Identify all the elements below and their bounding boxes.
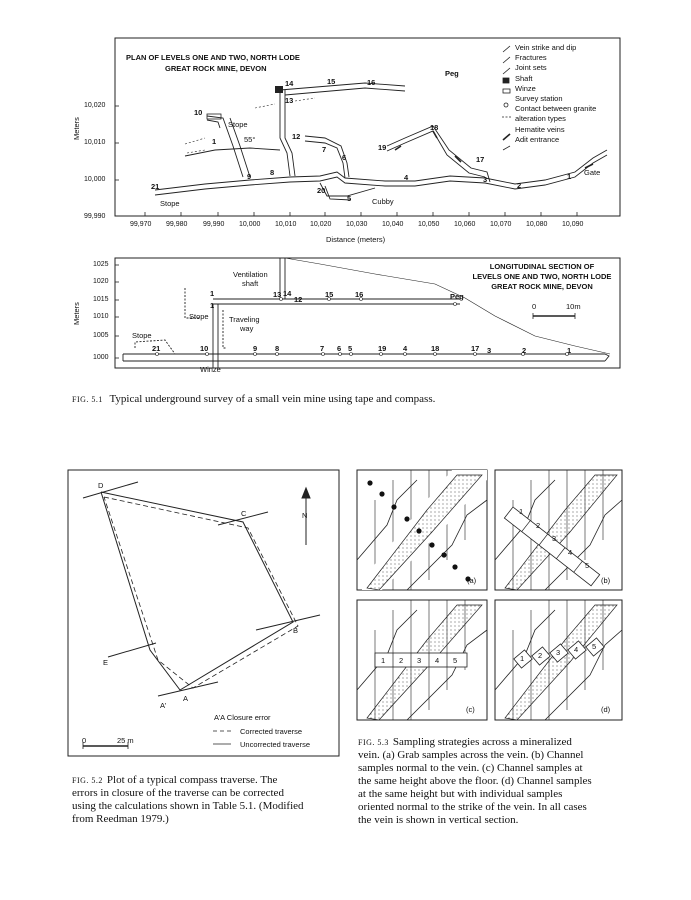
section-station: 16	[355, 290, 364, 299]
section-station: 1	[210, 289, 215, 298]
fig52-caption-num: FIG. 5.2	[72, 776, 103, 785]
plan-station: 8	[270, 168, 275, 177]
section-ylabel: Meters	[72, 302, 81, 325]
channel-number: 3	[552, 534, 557, 543]
plan-ytick: 99,990	[84, 213, 106, 220]
section-station: 2	[522, 346, 527, 355]
plan-xtick: 10,010	[275, 221, 297, 228]
channel-number: 1	[520, 654, 525, 663]
channel-number: 2	[536, 521, 541, 530]
channel-number: 3	[417, 656, 422, 665]
legend-closure-error: A’A Closure error	[214, 713, 271, 722]
plan-station: 4	[404, 173, 409, 182]
channel-number: 1	[519, 507, 524, 516]
plan-station: 15	[327, 77, 336, 86]
plan-station: 19	[378, 143, 387, 152]
plan-title-1: PLAN OF LEVELS ONE AND TWO, NORTH LODE	[126, 53, 300, 62]
section-vent-label-1: Ventilation	[233, 270, 268, 279]
plan-station: 1	[567, 172, 572, 181]
section-winze-label: Winze	[200, 365, 221, 374]
section-ytick: 1010	[93, 313, 109, 320]
point-c-label: C	[241, 509, 247, 518]
section-ytick: 1015	[93, 296, 109, 303]
section-title-2: LEVELS ONE AND TWO, NORTH LODE	[472, 272, 612, 281]
section-station: 8	[275, 344, 280, 353]
plan-stope-label: Stope	[228, 120, 248, 129]
plan-xtick: 10,040	[382, 221, 404, 228]
plan-station: 14	[285, 79, 294, 88]
plan-gate-label: Gate	[584, 168, 601, 177]
legend-joints: Joint sets	[515, 63, 547, 73]
legend-vein: Vein strike and dip	[515, 43, 577, 52]
channel-number: 5	[592, 642, 597, 651]
fig51-caption-text: Typical underground survey of a small vein mine using tape and compass.	[109, 393, 436, 405]
plan-station: 13	[285, 96, 294, 105]
panel-d	[495, 600, 622, 720]
plan-station: 12	[292, 132, 301, 141]
plan-xtick: 10,020	[310, 221, 332, 228]
panel-c-label: (c)	[466, 705, 475, 714]
plan-cubby-label: Cubby	[372, 197, 394, 206]
section-station: 5	[348, 344, 353, 353]
plan-title-2: GREAT ROCK MINE, DEVON	[165, 64, 267, 73]
legend-winze: Winze	[515, 83, 536, 93]
north-label: N	[302, 511, 308, 520]
legend-adit: Adit entrance	[515, 134, 560, 144]
plan-xtick: 10,080	[526, 221, 548, 228]
point-a-prime-label: A’	[160, 701, 167, 710]
plan-xtick: 10,050	[418, 221, 440, 228]
section-title-3: GREAT ROCK MINE, DEVON	[491, 282, 593, 291]
fig53-caption-line: at the same height but with individual samples	[358, 788, 563, 800]
section-station: 4	[403, 344, 408, 353]
legend-corrected: Corrected traverse	[240, 727, 303, 736]
channel-number: 4	[568, 548, 573, 557]
section-station: 17	[471, 344, 480, 353]
fig52-caption-text: Plot of a typical compass traverse. The	[106, 774, 278, 786]
traverse-scale-0: 0	[82, 736, 87, 745]
fig52-caption-line: errors in closure of the traverse can be corrected	[72, 787, 284, 799]
fig53-caption	[358, 736, 628, 827]
plan-xtick: 10,070	[490, 221, 512, 228]
panel-a	[357, 470, 487, 590]
traverse-scale-25: 25 m	[117, 736, 134, 745]
plan-station: 16	[367, 78, 376, 87]
plan-station: 21	[151, 182, 160, 191]
section-peg-label: Peg	[450, 292, 464, 301]
plan-xtick: 10,000	[239, 221, 261, 228]
plan-station: 10	[194, 108, 203, 117]
channel-number: 4	[574, 645, 579, 654]
plan-xtick: 10,090	[562, 221, 584, 228]
plan-ylabel: Meters	[72, 117, 81, 140]
fig53-caption-line: samples normal to the vein. (c) Channel samples at	[358, 762, 583, 774]
panel-b-label: (b)	[601, 576, 611, 585]
fig51-caption-num: FIG. 5.1	[72, 395, 103, 404]
channel-number: 4	[435, 656, 440, 665]
section-station: 14	[283, 289, 292, 298]
section-stope-label: Stope	[189, 312, 209, 321]
channel-number: 2	[538, 651, 543, 660]
panel-a-label: (a)	[467, 576, 477, 585]
channel-number: 2	[399, 656, 404, 665]
plan-station: 6	[342, 153, 347, 162]
legend-survey-station: Survey station	[515, 94, 563, 104]
plan-station: 7	[322, 145, 327, 154]
plan-xtick: 10,060	[454, 221, 476, 228]
legend-shaft: Shaft	[515, 73, 533, 83]
plan-ytick: 10,000	[84, 176, 106, 183]
fig52-caption-line: using the calculations shown in Table 5.1. (Modified	[72, 800, 304, 812]
legend-contact-2: alteration types	[515, 114, 566, 124]
section-vent-label-2: shaft	[242, 279, 259, 288]
section-ytick: 1005	[93, 332, 109, 339]
point-d-label: D	[98, 481, 104, 490]
legend-uncorrected: Uncorrected traverse	[240, 740, 311, 749]
channel-number: 5	[453, 656, 458, 665]
section-station: 7	[320, 344, 325, 353]
section-station: 18	[431, 344, 440, 353]
fig52-caption-line: from Reedman 1979.)	[72, 813, 169, 825]
plan-ytick: 10,020	[84, 102, 106, 109]
plan-peg-label: Peg	[445, 69, 459, 78]
plan-xtick: 99,990	[203, 221, 225, 228]
section-scale-0: 0	[532, 302, 537, 311]
legend-fractures: Fractures	[515, 53, 547, 63]
point-e-label: E	[103, 658, 109, 667]
section-ytick: 1000	[93, 354, 109, 361]
section-station: 1	[567, 346, 572, 355]
plan-station: 3	[483, 175, 488, 184]
plan-station: 1	[212, 137, 217, 146]
section-travelingway-1: Traveling	[229, 315, 260, 324]
fig53-caption-line: the vein is shown in vertical section.	[358, 814, 519, 826]
panel-b	[495, 470, 622, 590]
channel-number: 5	[585, 561, 590, 570]
section-station: 12	[294, 295, 303, 304]
section-station: 1	[210, 301, 215, 310]
section-station: 15	[325, 290, 334, 299]
point-a-label: A	[183, 694, 189, 703]
plan-station: 18	[430, 123, 439, 132]
section-stope-label: Stope	[132, 331, 152, 340]
fig53-caption-line: vein. (a) Grab samples across the vein. (b) Channel	[358, 749, 584, 761]
plan-station: 17	[476, 155, 485, 164]
plan-angle-label: 55°	[244, 135, 256, 144]
channel-number: 1	[381, 656, 386, 665]
legend-contact-1: Contact between granite	[515, 104, 597, 114]
section-station: 10	[200, 344, 209, 353]
fig53-caption-line	[358, 736, 628, 749]
section-station: 9	[253, 344, 258, 353]
section-station: 3	[487, 346, 492, 355]
plan-ytick: 10,010	[84, 139, 106, 146]
fig53-caption-line: oriented normal to the strike of the vein. In all cases	[358, 801, 587, 813]
fig53-caption-num: FIG. 5.3	[358, 738, 389, 747]
channel-number: 3	[556, 648, 561, 657]
section-station: 19	[378, 344, 387, 353]
plan-xlabel: Distance (meters)	[326, 235, 386, 244]
plan-stope-label: Stope	[160, 199, 180, 208]
panel-c	[357, 600, 487, 720]
section-station: 6	[337, 344, 342, 353]
point-b-label: B	[293, 626, 299, 635]
section-title-1: LONGITUDINAL SECTION OF	[489, 262, 595, 271]
plan-station: 20	[317, 186, 326, 195]
plan-xtick: 10,030	[346, 221, 368, 228]
plan-station: 9	[247, 172, 252, 181]
section-station: 13	[273, 290, 282, 299]
section-ytick: 1025	[93, 261, 109, 268]
plan-xtick: 99,970	[130, 221, 152, 228]
fig53-caption-line: the same height above the floor. (d) Channel samples	[358, 775, 592, 787]
fig53-caption-text: Sampling strategies across a mineralized	[392, 736, 572, 748]
legend-hematite: Hematite veins	[515, 124, 565, 134]
section-ytick: 1020	[93, 278, 109, 285]
plan-xtick: 99,980	[166, 221, 188, 228]
section-travelingway-2: way	[240, 324, 254, 333]
panel-d-label: (d)	[601, 705, 611, 714]
section-station: 21	[152, 344, 161, 353]
section-scale-10: 10m	[566, 302, 581, 311]
plan-station: 5	[347, 194, 352, 203]
plan-station: 2	[517, 181, 522, 190]
